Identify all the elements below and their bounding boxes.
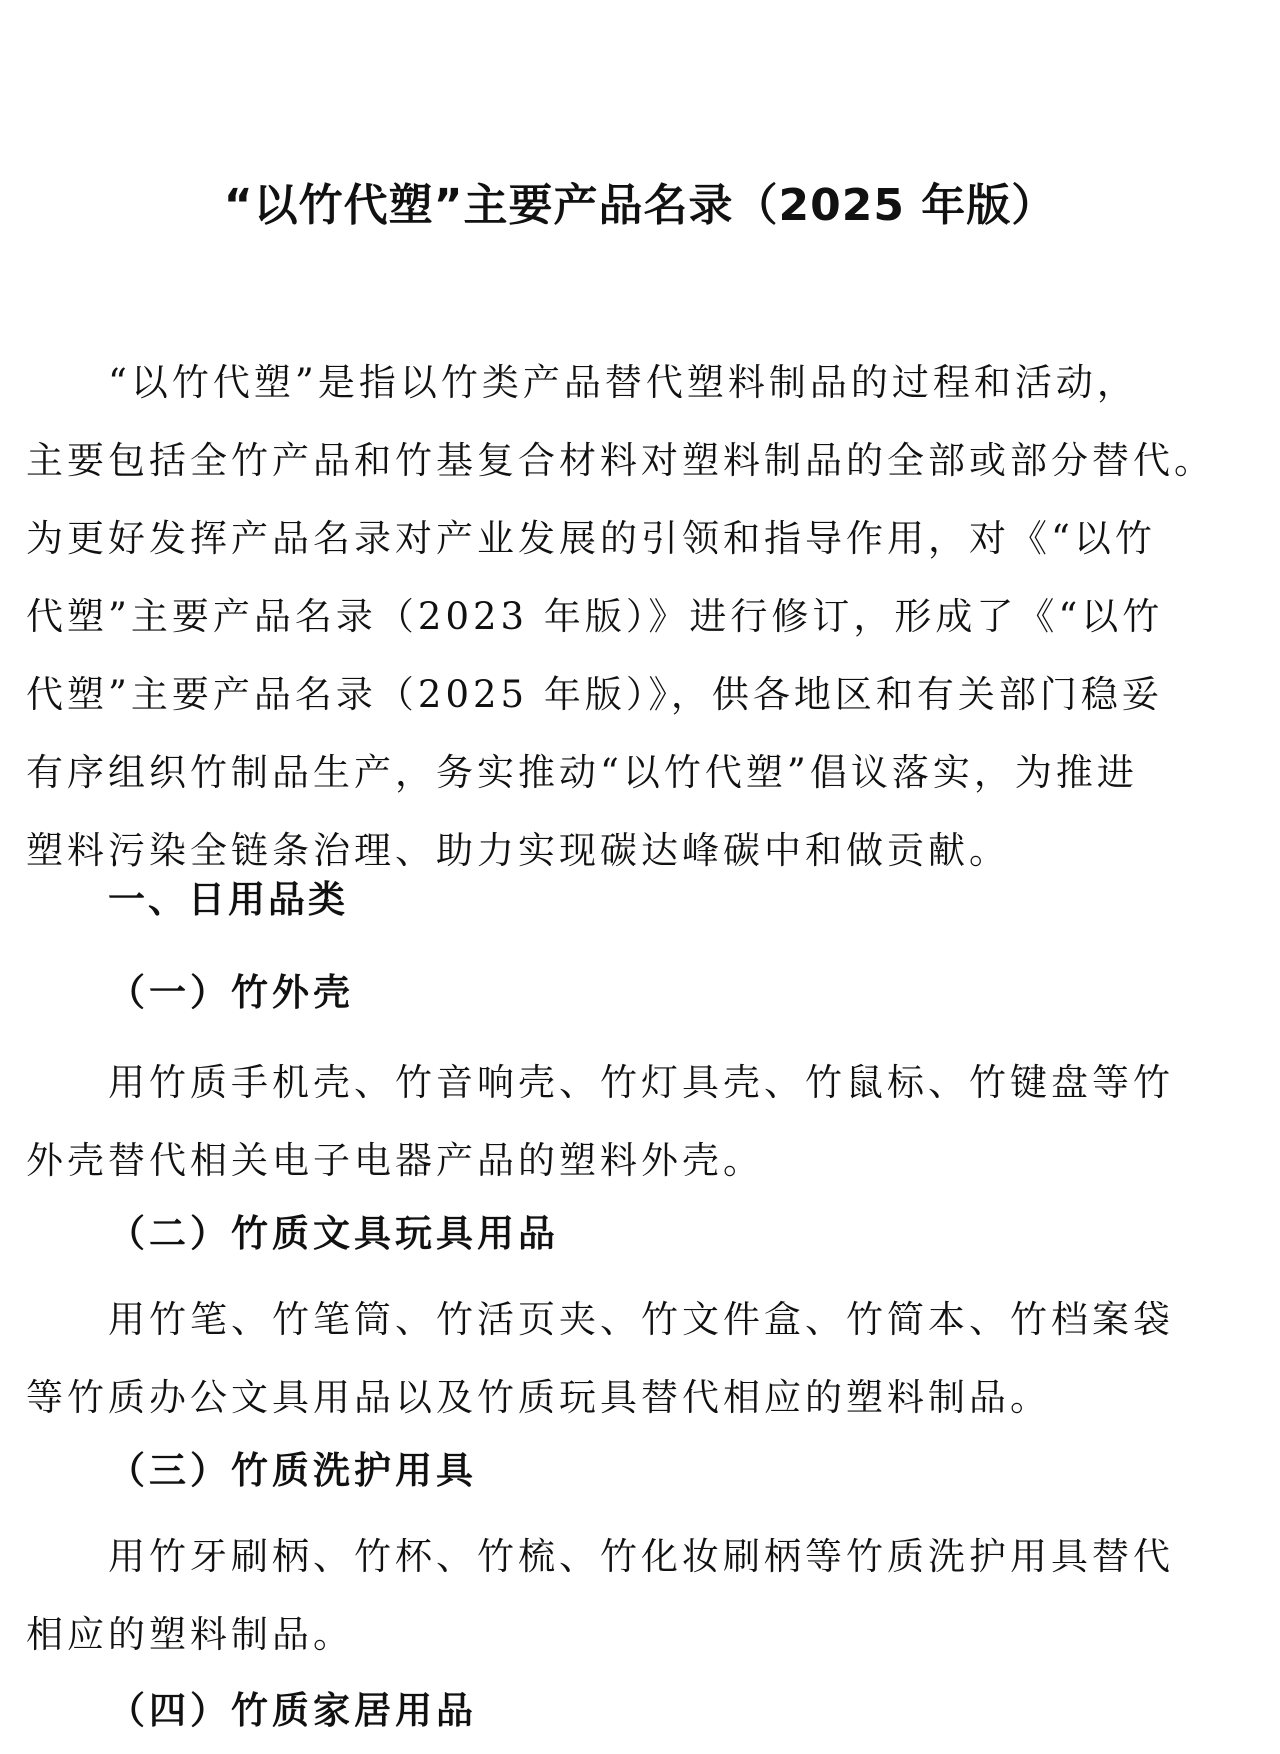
paragraph-line: 用竹牙刷柄、竹杯、竹梳、竹化妆刷柄等竹质洗护用具替代 [108, 1535, 1174, 1578]
subsection-heading-care-products: （三）竹质洗护用具 [108, 1448, 477, 1492]
intro-line: “以竹代塑”是指以竹类产品替代塑料制品的过程和活动， [108, 361, 1138, 404]
document-title: “以竹代塑”主要产品名录（2025 年版） [223, 180, 1057, 231]
paragraph-line: 用竹笔、竹笔筒、竹活页夹、竹文件盒、竹简本、竹档案袋 [108, 1298, 1174, 1341]
intro-paragraph [26, 344, 1256, 890]
subsection-paragraph-stationery-toys [26, 1281, 1256, 1437]
subsection-paragraph-bamboo-shell [26, 1044, 1256, 1200]
intro-line: 塑料污染全链条治理、助力实现碳达峰碳中和做贡献。 [26, 829, 1010, 872]
subsection-heading-stationery-toys: （二）竹质文具玩具用品 [108, 1211, 559, 1255]
intro-line: 代塑”主要产品名录（2025 年版）》，供各地区和有关部门稳妥 [26, 673, 1163, 716]
section-heading-daily-goods: 一、日用品类 [108, 878, 348, 921]
paragraph-line: 用竹质手机壳、竹音响壳、竹灯具壳、竹鼠标、竹键盘等竹 [108, 1061, 1174, 1104]
paragraph-line: 等竹质办公文具用品以及竹质玩具替代相应的塑料制品。 [26, 1376, 1051, 1419]
paragraph-line: 相应的塑料制品。 [26, 1613, 354, 1656]
intro-line: 有序组织竹制品生产，务实推动“以竹代塑”倡议落实，为推进 [26, 751, 1138, 794]
intro-line: 主要包括全竹产品和竹基复合材料对塑料制品的全部或部分替代。 [26, 439, 1215, 482]
subsection-heading-bamboo-shell: （一）竹外壳 [108, 970, 354, 1014]
intro-line: 代塑”主要产品名录（2023 年版）》进行修订，形成了《“以竹 [26, 595, 1164, 638]
paragraph-line: 外壳替代相关电子电器产品的塑料外壳。 [26, 1139, 764, 1182]
subsection-heading-household: （四）竹质家居用品 [108, 1688, 477, 1732]
intro-line: 为更好发挥产品名录对产业发展的引领和指导作用，对《“以竹 [26, 517, 1156, 560]
subsection-paragraph-care-products [26, 1518, 1256, 1674]
